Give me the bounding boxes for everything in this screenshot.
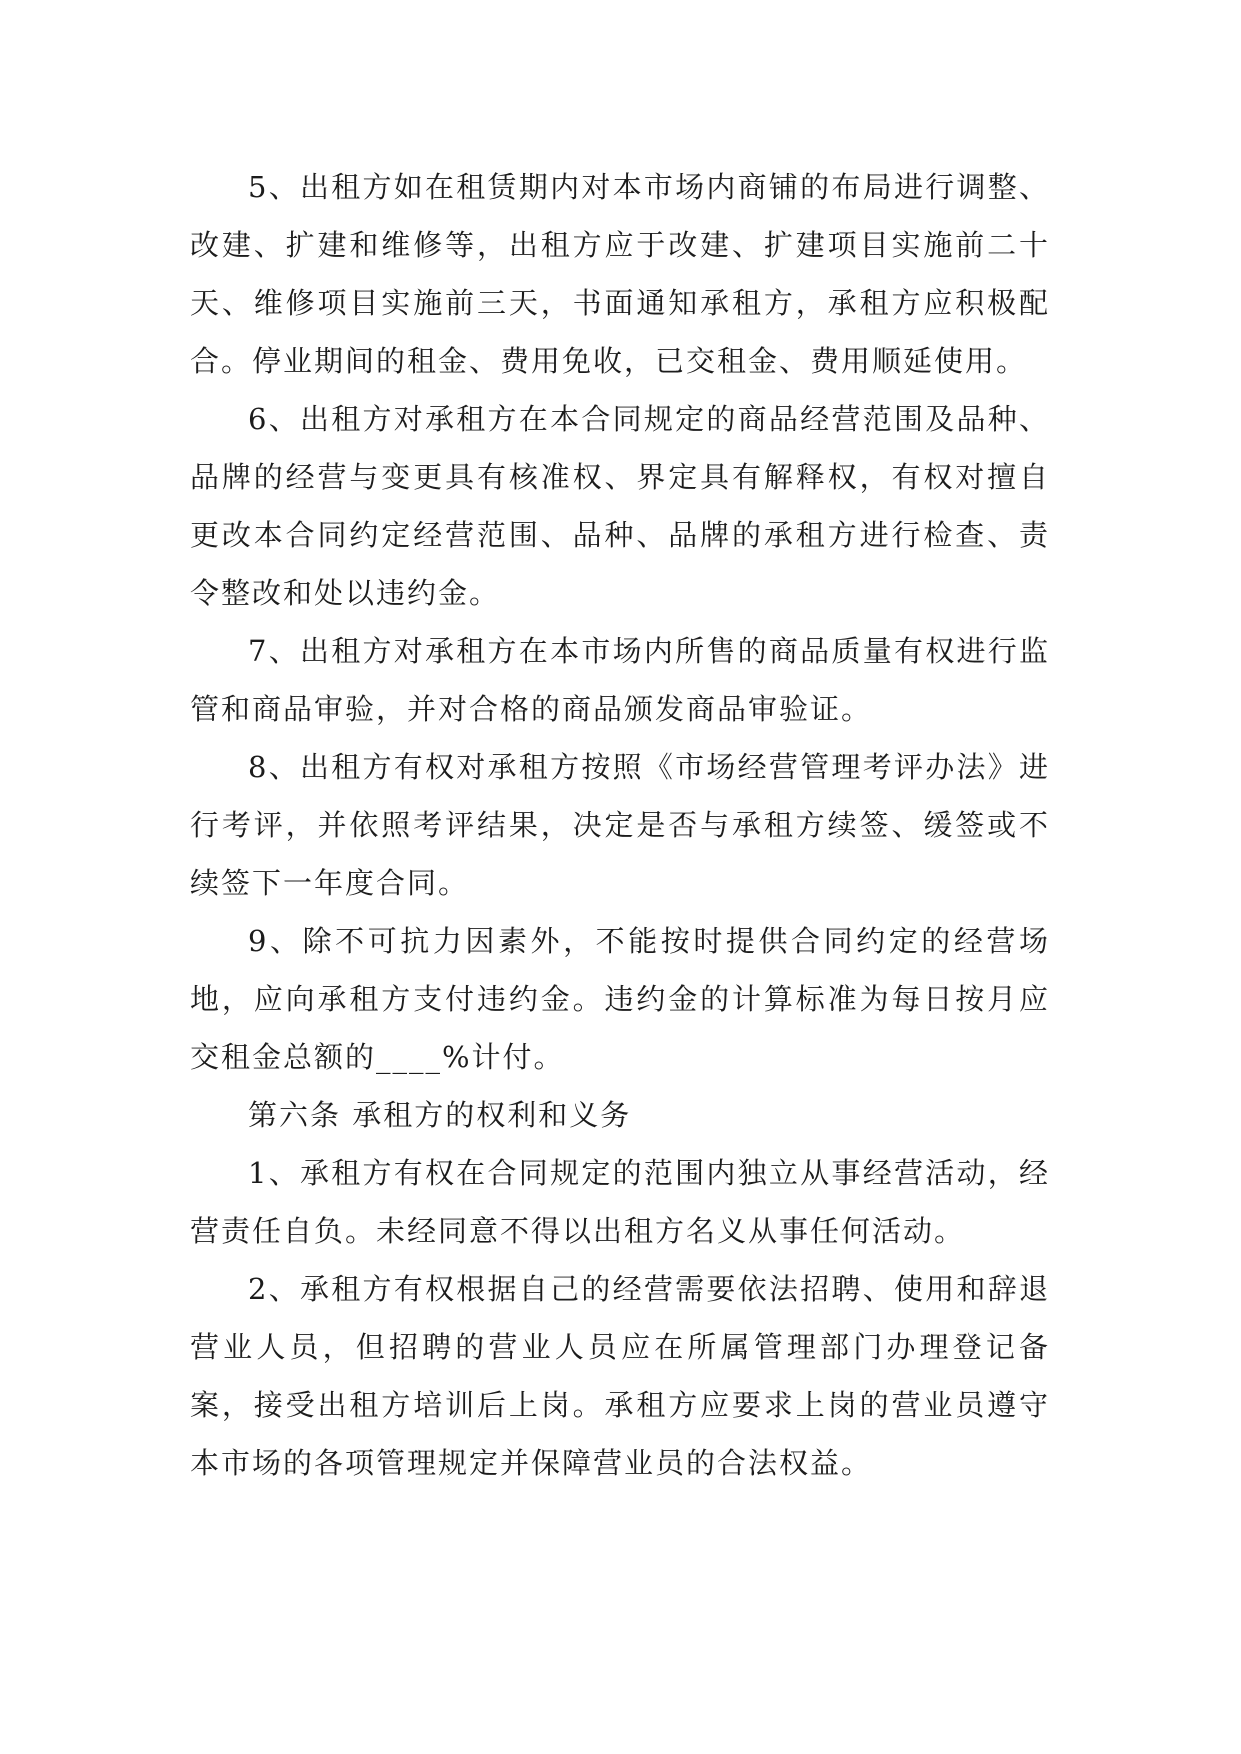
section-heading: 第六条 承租方的权利和义务 <box>248 1098 632 1132</box>
section-paragraph-2: 2、承租方有权根据自己的经营需要依法招聘、使用和辞退营业人员，但招聘的营业人员应在所属管理部门办理登记备案，接受出租方培训后上岗。承租方应要求上岗的营业员遵守本市场的各项管理规定并保障营业员的合法权益。 <box>190 1272 1050 1480</box>
section-paragraph-1: 1、承租方有权在合同规定的范围内独立从事经营活动，经营责任自负。未经同意不得以出租方名义从事任何活动。 <box>190 1156 1050 1248</box>
paragraph-6: 6、出租方对承租方在本合同规定的商品经营范围及品种、品牌的经营与变更具有核准权、界定具有解释权，有权对擅自更改本合同约定经营范围、品种、品牌的承租方进行检查、责令整改和处以违约金。 <box>190 402 1050 610</box>
paragraph-9: 9、除不可抗力因素外，不能按时提供合同约定的经营场地，应向承租方支付违约金。违约金的计算标准为每日按月应交租金总额的____%计付。 <box>190 924 1050 1074</box>
paragraph-5: 5、出租方如在租赁期内对本市场内商铺的布局进行调整、改建、扩建和维修等，出租方应于改建、扩建项目实施前二十天、维修项目实施前三天，书面通知承租方，承租方应积极配合。停业期间的租金、费用免收，已交租金、费用顺延使用。 <box>190 170 1050 378</box>
paragraph-8: 8、出租方有权对承租方按照《市场经营管理考评办法》进行考评，并依照考评结果，决定是否与承租方续签、缓签或不续签下一年度合同。 <box>190 750 1050 900</box>
document-body <box>190 158 1050 1492</box>
paragraph-7: 7、出租方对承租方在本市场内所售的商品质量有权进行监管和商品审验，并对合格的商品颁发商品审验证。 <box>190 634 1050 726</box>
